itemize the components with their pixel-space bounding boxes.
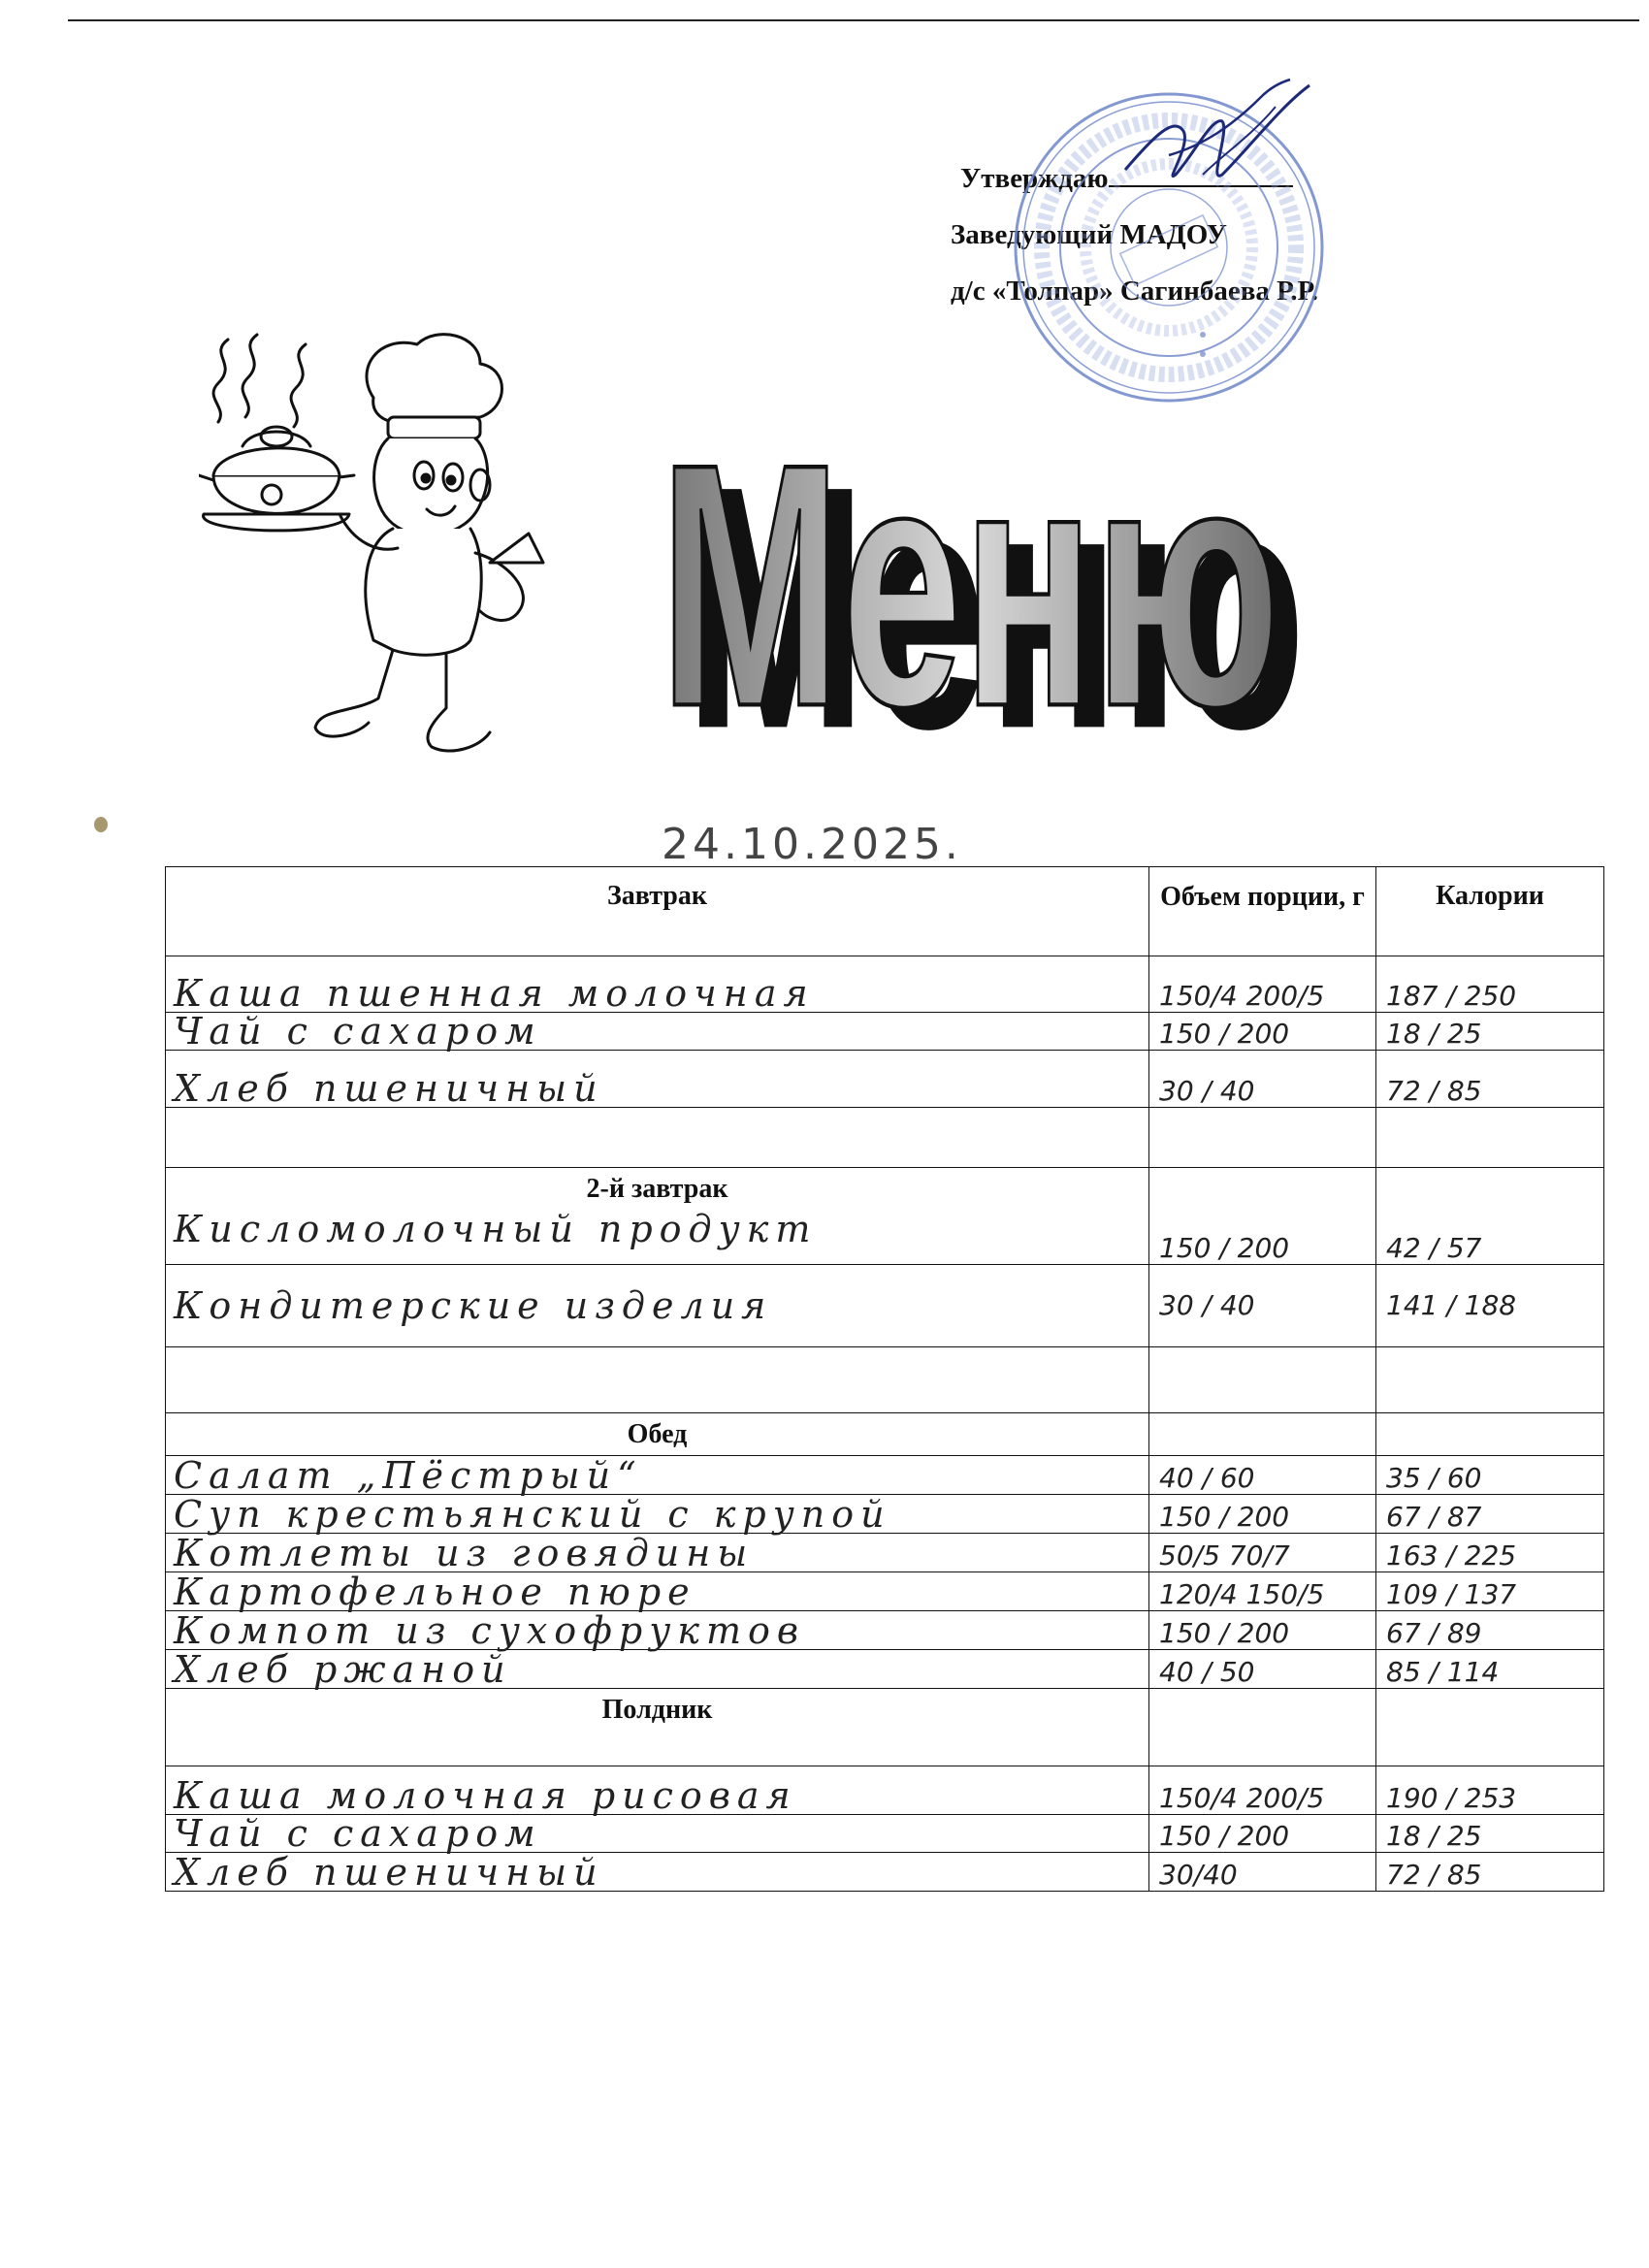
approve-label: Утверждаю xyxy=(960,163,1109,194)
dish-name: Хлеб ржаной xyxy=(166,1650,1149,1689)
dish-name: Хлеб пшеничный xyxy=(166,1051,1149,1108)
portion-value: 120/4 150/5 xyxy=(1149,1572,1376,1611)
table-row xyxy=(166,1766,1604,1815)
menu-title-graphic xyxy=(621,359,1329,776)
calories-value: 18 / 25 xyxy=(1376,1815,1604,1853)
calories-value: 67 / 89 xyxy=(1376,1611,1604,1650)
portion-value: 40 / 60 xyxy=(1149,1456,1376,1495)
table-row xyxy=(166,1815,1604,1853)
empty-row xyxy=(166,1347,1604,1413)
calories-value: 72 / 85 xyxy=(1376,1853,1604,1892)
table-row xyxy=(166,1168,1604,1265)
table-row xyxy=(166,1534,1604,1572)
paper-mark xyxy=(94,817,108,832)
menu-title-shadow: Меню xyxy=(685,413,1306,776)
organization-name: д/с «Толпар» Сагинбаева Р.Р. xyxy=(951,275,1318,307)
portion-value: 150 / 200 xyxy=(1149,1495,1376,1534)
dish-name: Кисломолочный продукт xyxy=(174,1208,818,1250)
signature-scribble xyxy=(1116,78,1339,204)
table-row xyxy=(166,1650,1604,1689)
portion-header: Объем порции, г xyxy=(1149,867,1376,956)
menu-title: Меню xyxy=(660,391,1280,776)
dish-name: Кондитерские изделия xyxy=(166,1265,1149,1347)
calories-value: 18 / 25 xyxy=(1376,1013,1604,1051)
portion-value: 150 / 200 xyxy=(1149,1815,1376,1853)
menu-date: 24.10.2025. xyxy=(662,820,962,869)
table-row xyxy=(166,1611,1604,1650)
portion-value: 150/4 200/5 xyxy=(1149,956,1376,1013)
dish-name: Салат „Пёстрый“ xyxy=(166,1456,1149,1495)
dish-name: Суп крестьянский с крупой xyxy=(166,1495,1149,1534)
calories-value: 67 / 87 xyxy=(1376,1495,1604,1534)
table-row xyxy=(166,1013,1604,1051)
calories-value: 35 / 60 xyxy=(1376,1456,1604,1495)
dish-name: Хлеб пшеничный xyxy=(166,1853,1149,1892)
dish-name: Каша молочная рисовая xyxy=(166,1766,1149,1815)
table-row xyxy=(166,1853,1604,1892)
dish-name: Чай с сахаром xyxy=(166,1815,1149,1853)
chef-illustration xyxy=(199,330,548,766)
portion-value: 30 / 40 xyxy=(1149,1051,1376,1108)
table-row xyxy=(166,1495,1604,1534)
head-position: Заведующий МАДОУ xyxy=(951,219,1227,250)
second-breakfast-cell xyxy=(166,1168,1149,1265)
section-row xyxy=(166,1689,1604,1766)
portion-value: 50/5 70/7 xyxy=(1149,1534,1376,1572)
portion-value: 30/40 xyxy=(1149,1853,1376,1892)
portion-value: 150 / 200 xyxy=(1149,1013,1376,1051)
dish-name: Картофельное пюре xyxy=(166,1572,1149,1611)
breakfast-header: Завтрак xyxy=(166,867,1149,956)
dish-name: Чай с сахаром xyxy=(166,1013,1149,1051)
table-row xyxy=(166,1051,1604,1108)
dish-name: Котлеты из говядины xyxy=(166,1534,1149,1572)
dish-name: Каша пшенная молочная xyxy=(166,956,1149,1013)
calories-value: 85 / 114 xyxy=(1376,1650,1604,1689)
table-header-row xyxy=(166,867,1604,956)
calories-value: 141 / 188 xyxy=(1376,1265,1604,1347)
table-row xyxy=(166,1265,1604,1347)
table-row xyxy=(166,1572,1604,1611)
dish-name: Компот из сухофруктов xyxy=(166,1611,1149,1650)
section-row xyxy=(166,1413,1604,1456)
calories-value: 190 / 253 xyxy=(1376,1766,1604,1815)
calories-header: Калории xyxy=(1376,867,1604,956)
table-row xyxy=(166,956,1604,1013)
table-row xyxy=(166,1456,1604,1495)
empty-row xyxy=(166,1108,1604,1168)
portion-value: 150 / 200 xyxy=(1149,1168,1376,1265)
portion-value: 150 / 200 xyxy=(1149,1611,1376,1650)
calories-value: 109 / 137 xyxy=(1376,1572,1604,1611)
calories-value: 187 / 250 xyxy=(1376,956,1604,1013)
portion-value: 40 / 50 xyxy=(1149,1650,1376,1689)
portion-value: 150/4 200/5 xyxy=(1149,1766,1376,1815)
lunch-title: Обед xyxy=(166,1413,1149,1456)
portion-value: 30 / 40 xyxy=(1149,1265,1376,1347)
menu-table xyxy=(165,866,1604,1892)
calories-value: 163 / 225 xyxy=(1376,1534,1604,1572)
snack-title: Полдник xyxy=(166,1689,1149,1766)
calories-value: 42 / 57 xyxy=(1376,1168,1604,1265)
calories-value: 72 / 85 xyxy=(1376,1051,1604,1108)
second-breakfast-title: 2-й завтрак xyxy=(586,1174,728,1204)
top-border-line xyxy=(68,19,1639,21)
